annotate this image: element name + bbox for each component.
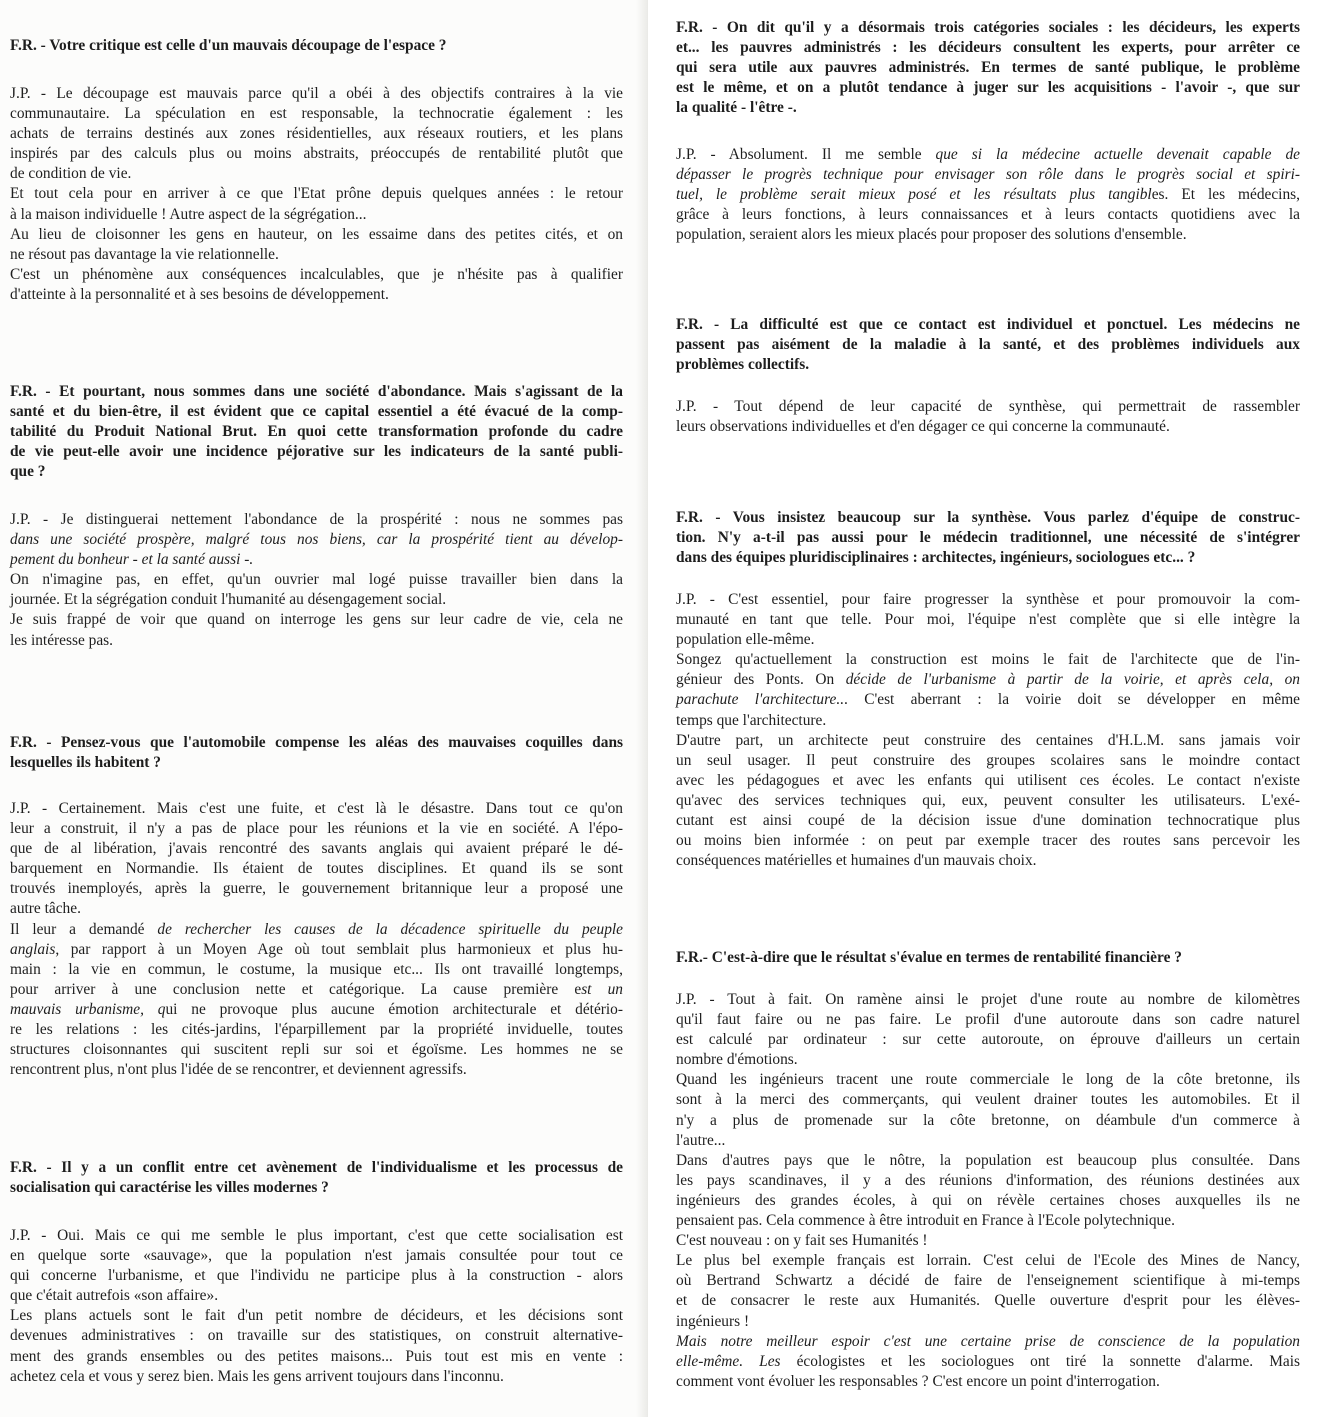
text-line: Il leur a demandé de rechercher les causes de la décadence spirituelle du peuple [10, 920, 623, 938]
text-line: F.R. - Pensez-vous que l'automobile compense les aléas des mauvaises coquilles dans [10, 734, 623, 751]
text-line: J.P. - Certainement. Mais c'est une fuite, et c'est là le désastre. Dans tout ce qu'on [10, 800, 623, 817]
text-line: J.P. - Absolument. Il me semble que si la médecine actuelle devenait capable de [676, 146, 1300, 163]
text-line: à la maison individuelle ! Autre aspect de la ségrégation... [10, 205, 367, 223]
text-line: Les plans actuels sont le fait d'un petit nombre de décideurs, et les décisions sont [10, 1307, 623, 1325]
text-line: lesquelles ils habitent ? [10, 754, 161, 772]
text-line: qu'avec des services techniques qui, eux, peuvent consulter les utilisateurs. L'exé- [676, 791, 1300, 809]
text-line: un seul usager. Il peut construire des groupes scolaires sans le moindre contact [676, 751, 1300, 769]
interview-question [676, 948, 1300, 968]
text-line: pour arriver à une conclusion nette et catégorique. La cause première est un [10, 980, 623, 998]
text-line: population elle-même. [676, 631, 815, 649]
text-line: qui concerne l'urbanisme, et que l'individu ne participe plus à la construction - alors [10, 1267, 623, 1285]
text-line: de condition de vie. [10, 165, 132, 183]
text-line: F.R. - Vous insistez beaucoup sur la synthèse. Vous parlez d'équipe de construc- [676, 509, 1300, 526]
text-line: l'autre... [676, 1131, 726, 1149]
text-line: main : la vie en commun, le costume, la musique etc... Ils ont travaillé longtemps, [10, 960, 623, 978]
text-line: On n'imagine pas, en effet, qu'un ouvrier mal logé puisse travailler bien dans la [10, 571, 623, 589]
text-line: pensaient pas. Cela commence à être introduit en France à l'Ecole polytechnique. [676, 1212, 1175, 1230]
text-line: dépasser le progrès technique pour envisager son rôle dans le progrès social et spiri- [676, 166, 1300, 184]
text-line: rencontrent plus, n'ont plus l'idée de se rencontrer, et deviennent agressifs. [10, 1061, 467, 1079]
text-line: trouvés inemployés, après la guerre, le gouvernement britannique leur a proposé une [10, 880, 623, 898]
text-line: et... les pauvres administrés : les décideurs consultent les experts, pour arrêter ce [676, 39, 1300, 57]
right-page [648, 0, 1323, 1417]
text-line: achetez cela et vous y serez bien. Mais les gens arrivent toujours dans l'inconnu. [10, 1367, 504, 1385]
text-line: problèmes collectifs. [676, 356, 810, 374]
text-line: ment des grands ensembles ou des petites maisons... Puis tout est mis en vente : [10, 1347, 623, 1365]
text-line: tuel, le problème serait mieux posé et les résultats plus tangibles. Et les médecins, [676, 186, 1300, 204]
text-line: Quand les ingénieurs tracent une route commerciale le long de la côte bretonne, ils [676, 1071, 1300, 1089]
text-line: journée. Et la ségrégation conduit l'humanité au désengagement social. [10, 591, 447, 609]
text-line: leur a construit, il n'y a pas de place pour les réunions et la vie en société. A l'épo- [10, 820, 623, 838]
text-line: qu'il faut faire ou ne pas faire. Le profil d'une autoroute dans son cadre naturel [676, 1011, 1300, 1029]
text-line: conséquences matérielles et humaines d'un mauvais choix. [676, 852, 1037, 870]
text-line: dans des équipes pluridisciplinaires : architectes, ingénieurs, sociologues etc... ? [676, 549, 1196, 567]
text-line: génieur des Ponts. On décide de l'urbanisme à partir de la voirie, et après cela, on [676, 671, 1300, 689]
text-line: population, seraient alors les mieux placés pour proposer des solutions d'ensemble. [676, 226, 1187, 244]
text-line: ingénieurs ! [676, 1312, 750, 1330]
text-line: cutant est ainsi coupé de la décision issue d'une domination technocratique plus [676, 812, 1300, 830]
text-line: et de consacrer le reste aux Humanités. Quelle ouverture d'esprit pour les élèves- [676, 1292, 1300, 1310]
text-line: temps que l'architecture. [676, 711, 827, 729]
text-line: Mais notre meilleur espoir c'est une certaine prise de conscience de la population [676, 1332, 1300, 1350]
interview-answer [10, 799, 623, 1080]
text-line: achats de terrains destinés aux zones résidentielles, aux réseaux routiers, et les plans [10, 125, 623, 143]
text-line: elle-même. Les écologistes et les sociologues ont tiré la sonnette d'alarme. Mais [676, 1352, 1300, 1370]
text-line: J.P. - C'est essentiel, pour faire progresser la synthèse et pour promouvoir la com- [676, 591, 1300, 608]
text-line: F.R. - Et pourtant, nous sommes dans une société d'abondance. Mais s'agissant de la [10, 383, 623, 400]
text-line: est le même, et on a plutôt tendance à juger sur les acquisitions - l'avoir -, que sur [676, 79, 1300, 97]
text-line: passent pas aisément de la maladie à la santé, et des problèmes individuels aux [676, 336, 1300, 354]
text-line: d'atteinte à la personnalité et à ses besoins de développement. [10, 285, 389, 303]
text-line: J.P. - Oui. Mais ce qui me semble le plus important, c'est que cette socialisation est [10, 1227, 623, 1244]
text-line: comment vont évoluer les responsables ? C'est encore un point d'interrogation. [676, 1372, 1160, 1390]
text-line: munauté en tant que telle. Pour moi, l'équipe n'est complète que si elle intègre la [676, 611, 1300, 629]
text-line: de vie peut-elle avoir une incidence péjorative sur les indicateurs de la santé publi- [10, 443, 623, 461]
text-line: J.P. - Je distinguerai nettement l'abondance de la prospérité : nous ne sommes pas [10, 511, 623, 528]
left-page [0, 0, 648, 1417]
text-line: parachute l'architecture... C'est aberrant : la voirie doit se développer en même [676, 691, 1300, 709]
interview-question [10, 382, 623, 482]
text-line: ne résout pas davantage la vie relationnelle. [10, 245, 279, 263]
text-line: F.R. - Il y a un conflit entre cet avènement de l'individualisme et les processus de [10, 1159, 623, 1176]
text-line: devenues administratives : on travaille sur des statistiques, on construit alternative- [10, 1327, 623, 1345]
text-line: autre tâche. [10, 900, 81, 918]
text-line: F.R. - Votre critique est celle d'un mauvais découpage de l'espace ? [10, 37, 447, 54]
interview-question [676, 18, 1300, 118]
text-line: sont à la merci des commerçants, qui veulent drainer toutes les automobiles. Et il [676, 1091, 1300, 1109]
text-line: inspirés par des calculs plus ou moins abstraits, préoccupés de rentabilité plutôt que [10, 145, 623, 163]
text-line: tabilité du Produit National Brut. En quoi cette transformation profonde du cadre [10, 423, 623, 441]
text-line: en quelque sorte «sauvage», que la population n'est jamais consultée pour tout ce [10, 1247, 623, 1265]
text-line: la qualité - l'être -. [676, 99, 797, 117]
text-line: anglais, par rapport à un Moyen Age où tout semblait plus harmonieux et plus hu- [10, 940, 623, 958]
interview-answer [10, 84, 623, 305]
text-line: où Bertrand Schwartz a décidé de faire de l'enseignement scientifique à mi-temps [676, 1272, 1300, 1290]
interview-answer [676, 397, 1300, 437]
text-line: est calculé par ordinateur : sur cette autoroute, on éprouve d'ailleurs un certain [676, 1031, 1300, 1049]
interview-question [10, 733, 623, 773]
text-line: que ? [10, 463, 46, 481]
text-line: ou moins bien informée : on peut par exemple tracer des routes sans percevoir les [676, 832, 1300, 850]
text-line: J.P. - Tout à fait. On ramène ainsi le projet d'une route au nombre de kilomètres [676, 991, 1300, 1008]
interview-answer [10, 510, 623, 651]
interview-question [10, 36, 623, 56]
text-line: communautaire. La spéculation en est responsable, la technocratie également : les [10, 105, 623, 123]
interview-answer [676, 145, 1300, 245]
text-line: Songez qu'actuellement la construction est moins le fait de l'architecte que de l'in- [676, 651, 1300, 669]
text-line: Dans d'autres pays que le nôtre, la population est beaucoup plus consultée. Dans [676, 1151, 1300, 1169]
text-line: Au lieu de cloisonner les gens en hauteur, on les essaime dans des petites cités, et on [10, 225, 623, 243]
text-line: re les relations : les cités-jardins, l'éparpillement par la propriété inviduelle, toutes [10, 1021, 623, 1039]
text-line: leurs observations individuelles et d'en dégager ce qui concerne la communauté. [676, 418, 1170, 436]
text-line: tion. N'y a-t-il pas aussi pour le médecin traditionnel, une nécessité de s'intégrer [676, 529, 1300, 547]
text-line: D'autre part, un architecte peut construire des centaines d'H.L.M. sans jamais voir [676, 731, 1300, 749]
text-line: qui sera utile aux pauvres administrés. En termes de santé publique, le problème [676, 59, 1300, 77]
text-line: les pays scandinaves, il y a des réunions d'information, des réunions destinées aux [676, 1171, 1300, 1189]
text-line: C'est nouveau : on y fait ses Humanités ! [676, 1232, 928, 1250]
interview-answer [10, 1226, 623, 1387]
text-line: nombre d'émotions. [676, 1051, 798, 1069]
text-line: F.R.- C'est-à-dire que le résultat s'évalue en termes de rentabilité financière ? [676, 949, 1182, 966]
text-line: santé et du bien-être, il est évident que ce capital essentiel a été évacué de la comp- [10, 403, 623, 421]
text-line: Et tout cela pour en arriver à ce que l'Etat prône depuis quelques années : le retour [10, 185, 623, 203]
text-line: barquement en Normandie. Ils étaient de toutes disciplines. Et quand ils se sont [10, 860, 623, 878]
interview-question [10, 1158, 623, 1198]
text-line: mauvais urbanisme, qui ne provoque plus aucune émotion architecturale et détério- [10, 1000, 623, 1018]
text-line: n'y a plus de promenade sur la côte bretonne, on déambule d'un commerce à [676, 1111, 1300, 1129]
interview-question [676, 315, 1300, 375]
text-line: avec les pédagogues et avec les enfants qui utilisent ces écoles. Le contact n'existe [676, 771, 1300, 789]
text-line: C'est un phénomène aux conséquences incalculables, que je n'hésite pas à qualifier [10, 265, 623, 283]
text-line: J.P. - Tout dépend de leur capacité de synthèse, qui permettrait de rassembler [676, 398, 1300, 415]
text-line: que c'était autrefois «son affaire». [10, 1287, 219, 1305]
text-line: ingénieurs des grandes écoles, à qui on révèle certaines choses auxquelles ils ne [676, 1191, 1300, 1209]
text-line: F.R. - La difficulté est que ce contact est individuel et ponctuel. Les médecins ne [676, 316, 1300, 333]
text-line: pement du bonheur - et la santé aussi -. [10, 551, 254, 569]
text-line: grâce à leurs fonctions, à leurs connaissances et à leurs contacts quotidiens avec la [676, 206, 1300, 224]
interview-answer [676, 590, 1300, 871]
text-line: les intéresse pas. [10, 631, 114, 649]
text-line: que de al libération, j'avais rencontré des savants anglais qui avaient préparé le dé- [10, 840, 623, 858]
text-line: dans une société prospère, malgré tous nos biens, car la prospérité tient au dévelop- [10, 531, 623, 549]
text-line: Je suis frappé de voir que quand on interroge les gens sur leur cadre de vie, cela ne [10, 611, 623, 629]
text-line: F.R. - On dit qu'il y a désormais trois catégories sociales : les décideurs, les experts [676, 19, 1300, 36]
text-line: structures cloisonnantes qui suscitent repli sur soi et égoïsme. Les hommes ne se [10, 1041, 623, 1059]
interview-answer [676, 990, 1300, 1392]
interview-question [676, 508, 1300, 568]
text-line: Le plus bel exemple français est lorrain. C'est celui de l'Ecole des Mines de Nancy, [676, 1252, 1300, 1270]
text-line: socialisation qui caractérise les villes modernes ? [10, 1179, 329, 1197]
text-line: J.P. - Le découpage est mauvais parce qu'il a obéi à des objectifs contraires à la vie [10, 85, 623, 102]
